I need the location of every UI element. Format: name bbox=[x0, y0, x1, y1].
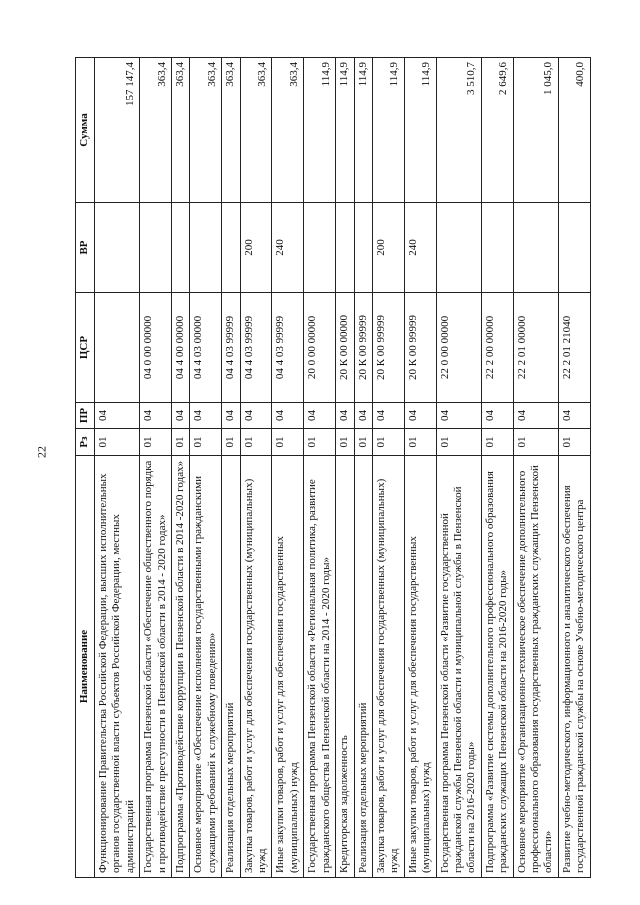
cell-rz: 01 bbox=[240, 429, 272, 456]
table-row bbox=[354, 58, 372, 878]
cell-name: Государственная программа Пензенской области «Региональная политика, развитие гражданского общества в Пензенской области на 2014 - 2020 годы» bbox=[304, 456, 336, 878]
cell-vr: 200 bbox=[240, 203, 272, 293]
cell-vr bbox=[190, 203, 222, 293]
cell-name: Основное мероприятие «Организационно-техническое обеспечение дополнительного профессионального образования государственных гражданских служащих Пензенской области» bbox=[513, 456, 558, 878]
cell-pr: 04 bbox=[172, 403, 190, 429]
cell-sum: 3 510,7 bbox=[436, 58, 481, 203]
cell-vr: 200 bbox=[372, 203, 404, 293]
cell-name: Подпрограмма «Противодействие коррупции в Пензенской области в 2014 -2020 годах» bbox=[172, 456, 190, 878]
cell-sum: 363,4 bbox=[222, 58, 240, 203]
cell-rz: 01 bbox=[304, 429, 336, 456]
cell-sum: 114,9 bbox=[354, 58, 372, 203]
cell-csr: 20 К 00 00000 bbox=[336, 293, 354, 403]
cell-csr: 20 К 00 99999 bbox=[404, 293, 436, 403]
cell-rz: 01 bbox=[513, 429, 558, 456]
cell-rz: 01 bbox=[481, 429, 513, 456]
cell-rz: 01 bbox=[372, 429, 404, 456]
table-row bbox=[404, 58, 436, 878]
table-row bbox=[95, 58, 140, 878]
cell-csr: 22 2 00 00000 bbox=[481, 293, 513, 403]
table-row bbox=[558, 58, 590, 878]
table-row bbox=[372, 58, 404, 878]
cell-csr: 04 4 03 99999 bbox=[222, 293, 240, 403]
cell-sum: 363,4 bbox=[240, 58, 272, 203]
cell-vr bbox=[436, 203, 481, 293]
cell-name: Основное мероприятие «Обеспечение исполнения государственными гражданскими служащими требований к служебному поведению» bbox=[190, 456, 222, 878]
cell-sum: 363,4 bbox=[172, 58, 190, 203]
cell-name: Реализация отдельных мероприятий bbox=[354, 456, 372, 878]
cell-name: Развитие учебно-методического, информационного и аналитического обеспечения государственной гражданской службы на основе Учебно-методического центра bbox=[558, 456, 590, 878]
cell-pr: 04 bbox=[481, 403, 513, 429]
cell-sum: 114,9 bbox=[336, 58, 354, 203]
cell-name: Подпрограмма «Развитие системы дополнительного профессионального образования гражданских служащих Пензенской области на 2016-2020 годы» bbox=[481, 456, 513, 878]
cell-pr: 04 bbox=[372, 403, 404, 429]
header-name: Наименование bbox=[76, 456, 95, 878]
cell-name: Функционирование Правительства Российской Федерации, высших исполнительных органов государственной власти субъектов Российской Федерации, местных администраций bbox=[95, 456, 140, 878]
cell-csr: 22 2 01 00000 bbox=[513, 293, 558, 403]
cell-sum: 114,9 bbox=[372, 58, 404, 203]
table-header bbox=[76, 58, 95, 878]
cell-rz: 01 bbox=[558, 429, 590, 456]
cell-csr: 04 0 00 00000 bbox=[140, 293, 172, 403]
cell-pr: 04 bbox=[513, 403, 558, 429]
table-row bbox=[513, 58, 558, 878]
cell-rz: 01 bbox=[222, 429, 240, 456]
table-row bbox=[481, 58, 513, 878]
cell-rz: 01 bbox=[140, 429, 172, 456]
cell-sum: 363,4 bbox=[140, 58, 172, 203]
cell-csr: 22 2 01 21040 bbox=[558, 293, 590, 403]
table-row bbox=[240, 58, 272, 878]
cell-sum: 114,9 bbox=[404, 58, 436, 203]
cell-csr: 04 4 03 99999 bbox=[272, 293, 304, 403]
cell-csr: 20 0 00 00000 bbox=[304, 293, 336, 403]
cell-pr: 04 bbox=[436, 403, 481, 429]
cell-pr: 04 bbox=[272, 403, 304, 429]
table-row bbox=[304, 58, 336, 878]
cell-pr: 04 bbox=[95, 403, 140, 429]
cell-csr: 20 К 00 99999 bbox=[372, 293, 404, 403]
cell-vr bbox=[95, 203, 140, 293]
cell-name: Государственная программа Пензенской области «Развитие государственной гражданской службы Пензенской области и муниципальной службы в Пензенской области на 2016-2020 годы» bbox=[436, 456, 481, 878]
cell-vr bbox=[513, 203, 558, 293]
cell-pr: 04 bbox=[336, 403, 354, 429]
cell-sum: 114,9 bbox=[304, 58, 336, 203]
cell-pr: 04 bbox=[190, 403, 222, 429]
header-sum: Сумма bbox=[76, 58, 95, 203]
cell-csr: 04 4 03 00000 bbox=[190, 293, 222, 403]
table-row bbox=[436, 58, 481, 878]
table-row bbox=[222, 58, 240, 878]
cell-pr: 04 bbox=[304, 403, 336, 429]
cell-rz: 01 bbox=[436, 429, 481, 456]
table-row bbox=[172, 58, 190, 878]
cell-rz: 01 bbox=[172, 429, 190, 456]
cell-rz: 01 bbox=[404, 429, 436, 456]
table-frame bbox=[75, 58, 610, 878]
header-csr: ЦСР bbox=[76, 293, 95, 403]
cell-pr: 04 bbox=[140, 403, 172, 429]
table-body bbox=[95, 58, 591, 878]
header-row bbox=[76, 58, 95, 878]
budget-table bbox=[75, 57, 591, 878]
cell-pr: 04 bbox=[354, 403, 372, 429]
rotated-page-content bbox=[75, 58, 610, 878]
cell-pr: 04 bbox=[222, 403, 240, 429]
cell-sum: 400,0 bbox=[558, 58, 590, 203]
cell-name: Иные закупки товаров, работ и услуг для обеспечения государственных (муниципальных) нужд bbox=[404, 456, 436, 878]
cell-sum: 1 045,0 bbox=[513, 58, 558, 203]
table-row bbox=[190, 58, 222, 878]
cell-pr: 04 bbox=[558, 403, 590, 429]
page-number: 22 bbox=[34, 446, 49, 458]
cell-vr bbox=[481, 203, 513, 293]
table-row bbox=[272, 58, 304, 878]
cell-sum: 157 147,4 bbox=[95, 58, 140, 203]
cell-vr bbox=[222, 203, 240, 293]
table-row bbox=[336, 58, 354, 878]
cell-pr: 04 bbox=[404, 403, 436, 429]
cell-rz: 01 bbox=[272, 429, 304, 456]
cell-rz: 01 bbox=[95, 429, 140, 456]
table-row bbox=[140, 58, 172, 878]
header-vr: ВР bbox=[76, 203, 95, 293]
cell-rz: 01 bbox=[190, 429, 222, 456]
cell-name: Кредиторская задолженность bbox=[336, 456, 354, 878]
cell-rz: 01 bbox=[354, 429, 372, 456]
cell-sum: 2 649,6 bbox=[481, 58, 513, 203]
cell-pr: 04 bbox=[240, 403, 272, 429]
cell-vr bbox=[172, 203, 190, 293]
cell-vr bbox=[304, 203, 336, 293]
cell-sum: 363,4 bbox=[190, 58, 222, 203]
cell-csr bbox=[95, 293, 140, 403]
cell-csr: 04 4 00 00000 bbox=[172, 293, 190, 403]
cell-name: Реализация отдельных мероприятий bbox=[222, 456, 240, 878]
cell-vr bbox=[140, 203, 172, 293]
cell-name: Государственная программа Пензенской области «Обеспечение общественного порядка и противодействие преступности в Пензенской области в 2014 - 2020 годах» bbox=[140, 456, 172, 878]
cell-vr bbox=[558, 203, 590, 293]
cell-csr: 20 К 00 99999 bbox=[354, 293, 372, 403]
cell-vr bbox=[354, 203, 372, 293]
cell-rz: 01 bbox=[336, 429, 354, 456]
cell-name: Закупка товаров, работ и услуг для обеспечения государственных (муниципальных) нужд bbox=[240, 456, 272, 878]
cell-name: Иные закупки товаров, работ и услуг для обеспечения государственных (муниципальных) нужд bbox=[272, 456, 304, 878]
cell-vr: 240 bbox=[404, 203, 436, 293]
cell-csr: 22 0 00 00000 bbox=[436, 293, 481, 403]
header-rz: Рз bbox=[76, 429, 95, 456]
cell-csr: 04 4 03 99999 bbox=[240, 293, 272, 403]
cell-vr bbox=[336, 203, 354, 293]
header-pr: ПР bbox=[76, 403, 95, 429]
cell-name: Закупка товаров, работ и услуг для обеспечения государственных (муниципальных) нужд bbox=[372, 456, 404, 878]
cell-vr: 240 bbox=[272, 203, 304, 293]
cell-sum: 363,4 bbox=[272, 58, 304, 203]
